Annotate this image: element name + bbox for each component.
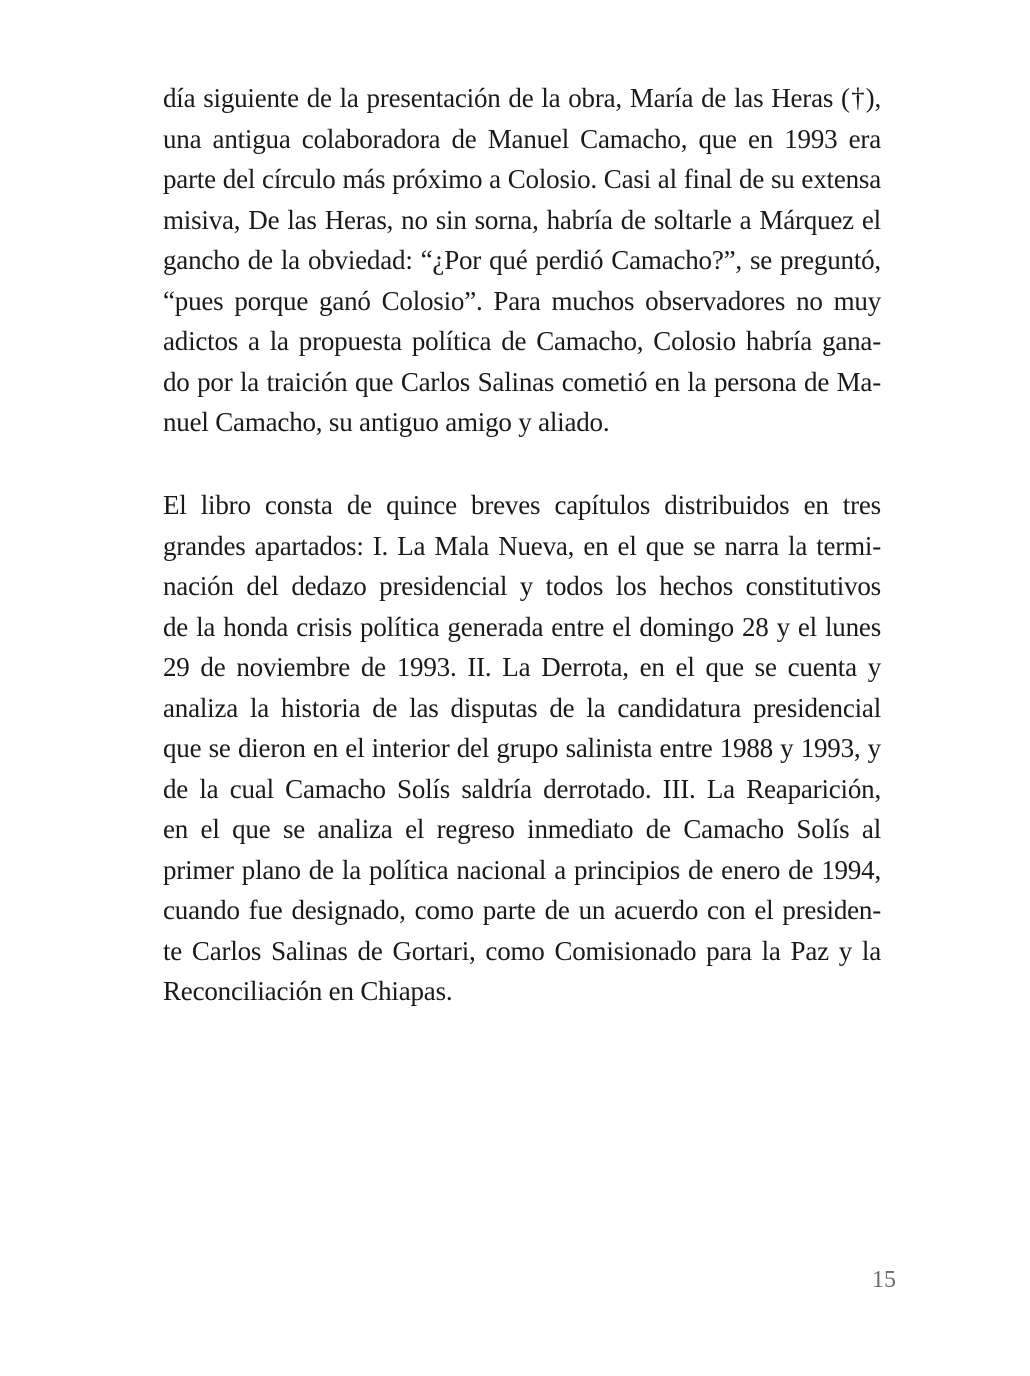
text-line: parte del círculo más próximo a Colosio. Casi al final de su extensa — [163, 164, 881, 194]
text-line: que se dieron en el interior del grupo salinista entre 1988 y 1993, y — [163, 733, 881, 763]
paragraph-1 — [163, 78, 881, 443]
text-line: en el que se analiza el regreso inmediato de Camacho Solís al — [163, 814, 881, 844]
text-line: misiva, De las Heras, no sin sorna, habría de soltarle a Márquez el — [163, 204, 881, 235]
page-number: 15 — [872, 1267, 896, 1293]
text-line: de la honda crisis política generada entre el domingo 28 y el lunes — [163, 611, 881, 642]
paragraph-2 — [163, 485, 881, 1012]
text-line: día siguiente de la presentación de la obra, María de las Heras (†), — [163, 83, 881, 113]
text-line: cuando fue designado, como parte de un acuerdo con el presiden- — [163, 895, 881, 925]
paragraph-1-text — [163, 78, 881, 443]
text-line: una antigua colaboradora de Manuel Camacho, que en 1993 era — [163, 123, 881, 154]
text-line: “pues porque ganó Colosio”. Para muchos observadores no muy — [163, 285, 881, 316]
text-line: 29 de noviembre de 1993. II. La Derrota, en el que se cuenta y — [163, 652, 881, 682]
paragraph-2-text — [163, 485, 881, 1012]
text-line: grandes apartados: I. La Mala Nueva, en el que se narra la termi- — [163, 530, 881, 561]
text-line: te Carlos Salinas de Gortari, como Comisionado para la Paz y la — [163, 935, 881, 966]
text-line: de la cual Camacho Solís saldría derrotado. III. La Reaparición, — [163, 773, 881, 804]
text-line: El libro consta de quince breves capítulos distribuidos en tres — [163, 490, 881, 520]
text-line: nación del dedazo presidencial y todos los hechos constitutivos — [163, 571, 881, 601]
text-line: gancho de la obviedad: “¿Por qué perdió Camacho?”, se preguntó, — [163, 245, 881, 275]
text-line: nuel Camacho, su antiguo amigo y aliado. — [163, 407, 610, 437]
text-line: analiza la historia de las disputas de la candidatura presidencial — [163, 692, 881, 723]
text-line: adictos a la propuesta política de Camacho, Colosio habría gana- — [163, 326, 881, 356]
text-line: Reconciliación en Chiapas. — [163, 976, 453, 1006]
text-line: primer plano de la política nacional a principios de enero de 1994, — [163, 854, 881, 885]
text-line: do por la traición que Carlos Salinas cometió en la persona de Ma- — [163, 366, 881, 397]
